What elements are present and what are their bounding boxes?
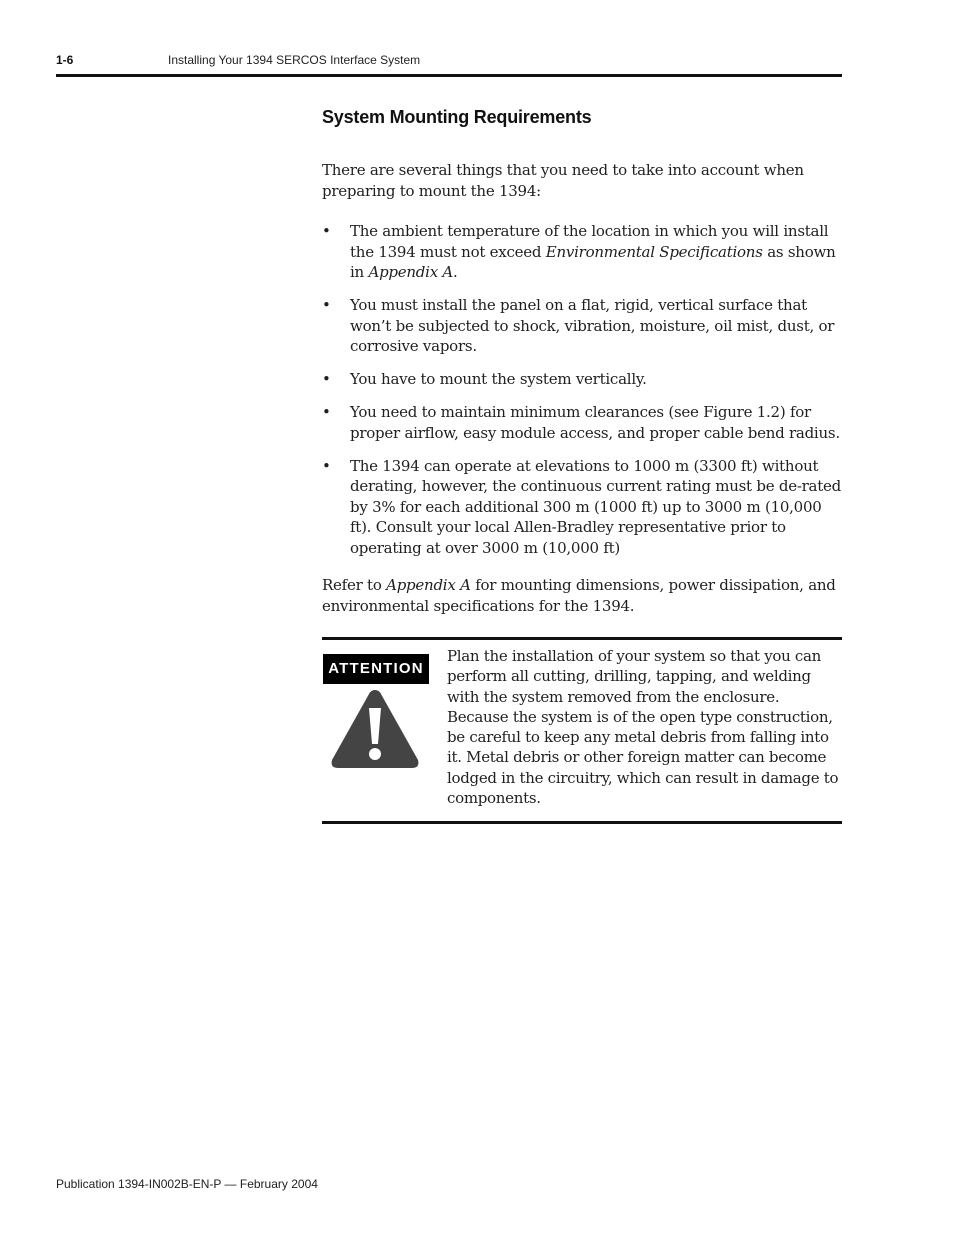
appendix-a-reference: Appendix A	[386, 576, 471, 594]
list-item	[322, 402, 844, 443]
header-rule	[56, 74, 842, 77]
attention-badge: ATTENTION	[323, 654, 429, 684]
requirements-list	[322, 221, 844, 571]
attention-bottom-rule	[322, 821, 842, 824]
bullet-text: The ambient temperature of the location in which you will install the 1394 must not exceed Environmental Specifications as shown in Appendix A.	[350, 222, 836, 281]
section-title: System Mounting Requirements	[322, 107, 592, 127]
refer-paragraph: Refer to Appendix A for mounting dimensions, power dissipation, and environmental specifications for the 1394.	[322, 576, 836, 615]
intro-paragraph: There are several things that you need to take into account when preparing to mount the 1394:	[322, 161, 804, 200]
list-item	[322, 456, 844, 559]
list-item	[322, 295, 844, 357]
appendix-a-reference: Appendix A	[368, 263, 454, 281]
running-header-title: Installing Your 1394 SERCOS Interface System	[168, 53, 421, 67]
env-spec-reference: Environmental Specifications	[545, 242, 763, 261]
attention-text: Plan the installation of your system so that you can perform all cutting, drilling, tapping, and welding with the system removed from the enclosure. Because the system is of the open type construction, be careful to keep any metal debris from falling into it. Metal debris or other foreign matter can become lodged in the circuitry, which can result in damage to components.	[447, 647, 839, 808]
warning-triangle-icon	[330, 688, 420, 770]
list-item	[322, 221, 844, 283]
page-number: 1-6	[56, 53, 74, 67]
bullet-text: The 1394 can operate at elevations to 1000 m (3300 ft) without derating, however, the continuous current rating must be de-rated by 3% for each additional 300 m (1000 ft) up to 3000 m (10,000 ft). Consult your local Allen-Bradley representative prior to operating at over 3000 m (10,000 ft)	[350, 456, 842, 557]
bullet-symbol: •	[322, 456, 331, 475]
list-item	[322, 369, 844, 390]
bullet-symbol: •	[322, 370, 331, 388]
footer-publication: Publication 1394-IN002B-EN-P — February 2004	[56, 1177, 318, 1191]
bullet-symbol: •	[322, 222, 331, 240]
bullet-text: You must install the panel on a flat, rigid, vertical surface that won’t be subjected to shock, vibration, moisture, oil mist, dust, or corrosive vapors.	[350, 296, 835, 355]
bullet-text: You have to mount the system vertically.	[350, 370, 647, 388]
bullet-text: You need to maintain minimum clearances (see Figure 1.2) for proper airflow, easy module access, and proper cable bend radius.	[350, 403, 840, 442]
bullet-symbol: •	[322, 296, 331, 314]
bullet-symbol: •	[322, 403, 331, 421]
attention-top-rule	[322, 637, 842, 640]
